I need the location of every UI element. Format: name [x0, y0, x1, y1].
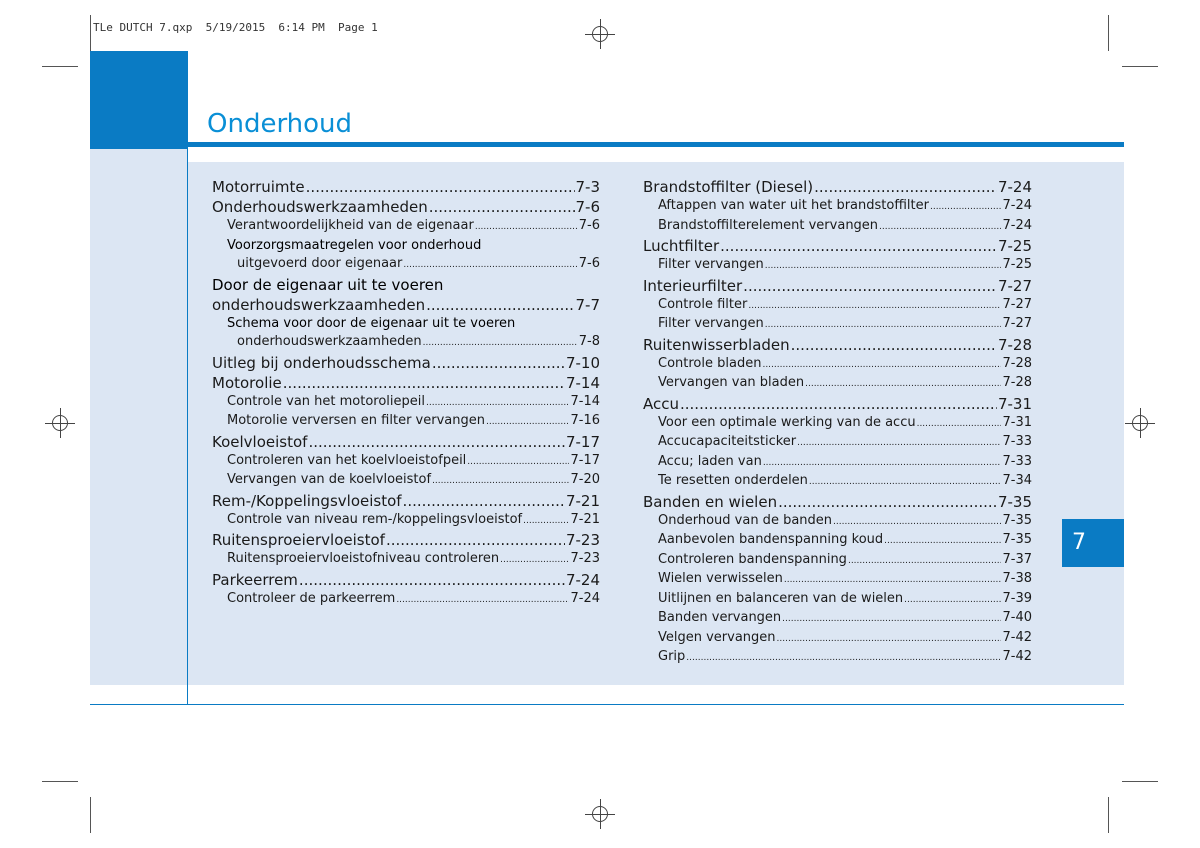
toc-page-number: 7-17 [570, 452, 600, 468]
toc-subentry[interactable] [643, 256, 1032, 276]
toc-leader-dots [426, 394, 569, 413]
toc-page-number: 7-33 [1002, 453, 1032, 469]
toc-entry-label: Te resetten onderdelen [658, 473, 808, 488]
toc-page-number: 7-25 [1002, 257, 1032, 272]
toc-subentry[interactable] [643, 355, 1032, 375]
crop-mark [42, 781, 78, 782]
toc-leader-dots [765, 257, 1002, 276]
toc-entry[interactable] [643, 276, 1032, 296]
toc-subentry[interactable] [643, 590, 1032, 610]
toc-leader-dots [680, 394, 997, 414]
toc-page-number: 7-7 [575, 295, 600, 314]
toc-page-number: 7-23 [565, 531, 600, 549]
toc-leader-dots [763, 454, 1002, 473]
toc-entry-label: Controleren bandenspanning [658, 551, 847, 567]
toc-page-number: 7-37 [1002, 551, 1032, 567]
toc-entry-label: Motorruimte [212, 178, 305, 196]
toc-entry-label: Parkeerrem [212, 570, 298, 589]
toc-entry-label: Aftappen van water uit het brandstoffilter [658, 198, 929, 213]
toc-page-number: 7-39 [1002, 590, 1032, 606]
toc-page-number: 7-38 [1002, 571, 1032, 586]
toc-leader-dots [879, 218, 1001, 237]
toc-page-number: 7-42 [1002, 649, 1032, 664]
toc-subentry[interactable] [212, 590, 600, 610]
toc-entry-label: Accucapaciteitsticker [658, 434, 797, 449]
toc-entry-label: Aanbevolen bandenspanning koud [658, 532, 884, 547]
toc-leader-dots [720, 236, 997, 256]
toc-leader-dots [306, 177, 575, 197]
toc-page-number: 7-27 [997, 276, 1032, 295]
toc-leader-dots [782, 610, 1001, 629]
toc-entry-label: Onderhoudswerkzaamheden [212, 198, 428, 216]
toc-leader-dots [809, 473, 1002, 492]
crop-mark [1122, 781, 1158, 782]
toc-page-number: 7-24 [997, 178, 1032, 196]
toc-subentry[interactable] [643, 609, 1032, 629]
registration-mark-left [45, 408, 75, 438]
toc-subentry[interactable] [643, 512, 1032, 532]
toc-entry-label: Interieurfilter [643, 276, 743, 295]
toc-subentry[interactable] [643, 472, 1032, 492]
toc-leader-dots [686, 649, 1001, 668]
toc-subentry[interactable] [643, 531, 1032, 551]
toc-page-number: 7-28 [1002, 375, 1032, 390]
toc-entry[interactable] [212, 177, 600, 197]
toc-subentry[interactable] [643, 374, 1032, 394]
registration-mark-right [1125, 408, 1155, 438]
toc-leader-dots [299, 570, 565, 590]
crop-mark [42, 66, 78, 67]
toc-subentry[interactable] [643, 648, 1032, 668]
toc-entry-label: Velgen vervangen [658, 629, 776, 645]
crop-mark [90, 15, 91, 51]
toc-leader-dots [814, 177, 997, 197]
toc-page-number: 7-40 [1002, 610, 1032, 625]
toc-leader-dots [797, 434, 1001, 453]
toc-subentry[interactable] [643, 629, 1032, 649]
toc-page-number: 7-20 [570, 472, 600, 487]
title-rule [188, 142, 1124, 147]
toc-entry-label: Grip [658, 649, 686, 664]
toc-subentry[interactable] [643, 197, 1032, 217]
toc-page-number: 7-14 [565, 373, 600, 392]
toc-leader-dots [486, 413, 570, 432]
toc-subentry[interactable] [212, 217, 600, 237]
toc-entry-label: Schema voor door de eigenaar uit te voeren [227, 315, 516, 331]
toc-entry-label: Uitleg bij onderhoudsschema [212, 353, 431, 372]
toc-entry-label: Ruitensproeiervloeistof [212, 531, 385, 549]
toc-subentry[interactable] [643, 453, 1032, 473]
toc-entry-label: Ruitenwisserbladen [643, 335, 790, 354]
toc-subentry[interactable] [643, 414, 1032, 434]
toc-entry[interactable] [643, 394, 1032, 414]
toc-leader-dots [500, 551, 569, 570]
toc-entry[interactable] [212, 432, 600, 452]
toc-page-number: 7-28 [1002, 355, 1032, 371]
toc-leader-dots [403, 256, 577, 275]
toc-page-number: 7-24 [565, 570, 600, 589]
crop-mark [90, 797, 91, 833]
toc-entry[interactable] [643, 177, 1032, 197]
toc-page-number: 7-23 [570, 551, 600, 566]
toc-page-number: 7-42 [1002, 629, 1032, 645]
toc-column-right [643, 177, 1032, 668]
toc-leader-dots [791, 335, 997, 355]
toc-page-number: 7-3 [575, 178, 600, 196]
toc-leader-dots [748, 297, 1001, 316]
toc-entry-label: Filter vervangen [658, 257, 764, 272]
toc-entry-label: Voor een optimale werking van de accu [658, 414, 916, 430]
toc-leader-dots [765, 316, 1002, 335]
toc-leader-dots [432, 353, 565, 373]
toc-entry[interactable] [212, 295, 600, 315]
toc-page-number: 7-25 [997, 237, 1032, 255]
toc-entry-label: Controleren van het koelvloeistofpeil [227, 452, 467, 468]
toc-entry-label: Door de eigenaar uit te voeren [212, 275, 444, 294]
toc-entry-label: Luchtfilter [643, 237, 720, 255]
toc-entry-label: onderhoudswerkzaamheden [237, 334, 422, 349]
toc-leader-dots [778, 492, 997, 512]
toc-leader-dots [403, 491, 565, 511]
toc-entry[interactable] [212, 353, 600, 373]
registration-mark-top [585, 19, 615, 49]
toc-leader-dots [396, 591, 569, 610]
toc-subentry[interactable] [643, 315, 1032, 335]
toc-entry-label: Controleer de parkeerrem [227, 590, 396, 606]
toc-entry-label: Brandstoffilterelement vervangen [658, 217, 879, 233]
registration-mark-bottom [585, 799, 615, 829]
side-panel [90, 149, 187, 685]
toc-subentry[interactable] [212, 550, 600, 570]
toc-page-number: 7-6 [578, 256, 600, 271]
toc-leader-dots [833, 513, 1001, 532]
toc-entry-label: Onderhoud van de banden [658, 512, 833, 528]
toc-entry-label: Vervangen van de koelvloeistof [227, 472, 432, 487]
toc-entry-label: Controle bladen [658, 355, 762, 371]
toc-leader-dots [848, 552, 1002, 571]
toc-leader-dots [884, 532, 1001, 551]
toc-subentry[interactable] [212, 511, 600, 531]
bottom-rule [90, 704, 1124, 705]
toc-subentry[interactable] [643, 217, 1032, 237]
toc-leader-dots [917, 415, 1002, 434]
chapter-tab: 7 [1062, 519, 1124, 567]
toc-leader-dots [475, 218, 578, 237]
toc-page-number: 7-6 [578, 218, 600, 233]
toc-entry-label: Brandstoffilter (Diesel) [643, 178, 814, 196]
toc-subentry[interactable] [212, 412, 600, 432]
toc-page-number: 7-35 [997, 492, 1032, 511]
toc-page-number: 7-24 [570, 590, 600, 606]
toc-entry-label: Ruitensproeiervloeistofniveau controleren [227, 551, 500, 566]
toc-entry-label: Verantwoordelijkheid van de eigenaar [227, 218, 474, 233]
toc-page-number: 7-27 [1002, 296, 1032, 312]
toc-subentry[interactable] [643, 551, 1032, 571]
toc-entry-label: Wielen verwisselen [658, 571, 783, 586]
toc-page-number: 7-17 [565, 432, 600, 451]
toc-subentry[interactable] [212, 255, 600, 275]
toc-page-number: 7-10 [565, 353, 600, 372]
toc-leader-dots [423, 334, 578, 353]
toc-subentry[interactable] [212, 393, 600, 413]
toc-leader-dots [429, 197, 575, 217]
toc-subentry[interactable] [643, 296, 1032, 316]
toc-entry-label: Motorolie verversen en filter vervangen [227, 413, 485, 428]
printer-slug: TLe DUTCH 7.qxp 5/19/2015 6:14 PM Page 1 [93, 21, 378, 34]
toc-subentry[interactable] [212, 333, 600, 353]
toc-page-number: 7-21 [565, 491, 600, 510]
toc-column-left [212, 177, 600, 609]
toc-page-number: 7-6 [575, 198, 600, 216]
toc-leader-dots [283, 373, 565, 393]
toc-entry-label: Banden en wielen [643, 492, 778, 511]
toc-subentry[interactable] [212, 471, 600, 491]
toc-entry-label: Banden vervangen [658, 610, 782, 625]
toc-entry-label: Uitlijnen en balanceren van de wielen [658, 590, 904, 606]
toc-page-number: 7-14 [570, 393, 600, 409]
toc-entry-label: Filter vervangen [658, 316, 764, 331]
toc-entry[interactable] [212, 197, 600, 217]
toc-page-number: 7-16 [570, 413, 600, 428]
toc-entry-label: Accu [643, 394, 679, 413]
toc-leader-dots [308, 432, 565, 452]
crop-mark [1108, 15, 1109, 51]
toc-page-number: 7-24 [1002, 198, 1032, 213]
toc-leader-dots [426, 295, 574, 315]
toc-subentry[interactable] [643, 433, 1032, 453]
toc-page-number: 7-28 [997, 335, 1032, 354]
toc-entry-label: Koelvloeistof [212, 432, 308, 451]
toc-page-number: 7-8 [578, 334, 600, 349]
toc-page-number: 7-33 [1002, 434, 1032, 449]
toc-leader-dots [523, 512, 569, 531]
toc-subentry[interactable] [212, 452, 600, 472]
toc-entry-label: Controle filter [658, 296, 748, 312]
toc-entry[interactable] [643, 492, 1032, 512]
toc-entry-label: Vervangen van bladen [658, 375, 805, 390]
toc-page-number: 7-31 [997, 394, 1032, 413]
toc-entry[interactable] [212, 491, 600, 511]
toc-page-number: 7-34 [1002, 473, 1032, 488]
chapter-color-block [90, 51, 188, 149]
toc-entry-label: Accu; laden van [658, 453, 762, 469]
toc-leader-dots [386, 530, 565, 550]
toc-entry-label: onderhoudswerkzaamheden [212, 295, 426, 314]
toc-leader-dots [432, 472, 569, 491]
toc-leader-dots [743, 276, 997, 296]
crop-mark [1122, 66, 1158, 67]
toc-page-number: 7-35 [1002, 532, 1032, 547]
toc-page-number: 7-27 [1002, 316, 1032, 331]
toc-entry[interactable] [643, 335, 1032, 355]
toc-page-number: 7-35 [1002, 512, 1032, 528]
toc-entry-label: uitgevoerd door eigenaar [237, 256, 403, 271]
toc-entry[interactable] [212, 373, 600, 393]
toc-entry[interactable] [212, 570, 600, 590]
toc-entry-label: Controle van niveau rem-/koppelingsvloeistof [227, 511, 523, 527]
toc-leader-dots [805, 375, 1001, 394]
toc-entry-label: Controle van het motoroliepeil [227, 393, 425, 409]
page-title: Onderhoud [207, 109, 353, 139]
toc-entry-label: Rem-/Koppelingsvloeistof [212, 491, 402, 510]
toc-leader-dots [467, 453, 569, 472]
toc-leader-dots [762, 356, 1001, 375]
toc-page-number: 7-21 [570, 511, 600, 527]
crop-mark [1108, 797, 1109, 833]
toc-entry[interactable] [643, 236, 1032, 256]
toc-leader-dots [904, 591, 1001, 610]
toc-entry-label: Voorzorgsmaatregelen voor onderhoud [227, 237, 482, 253]
toc-leader-dots [930, 198, 1002, 217]
toc-entry-label: Motorolie [212, 373, 282, 392]
toc-page-number: 7-24 [1002, 217, 1032, 233]
toc-leader-dots [784, 571, 1002, 590]
toc-subentry[interactable] [643, 570, 1032, 590]
toc-leader-dots [777, 630, 1002, 649]
toc-entry[interactable] [212, 530, 600, 550]
toc-page-number: 7-31 [1002, 414, 1032, 430]
